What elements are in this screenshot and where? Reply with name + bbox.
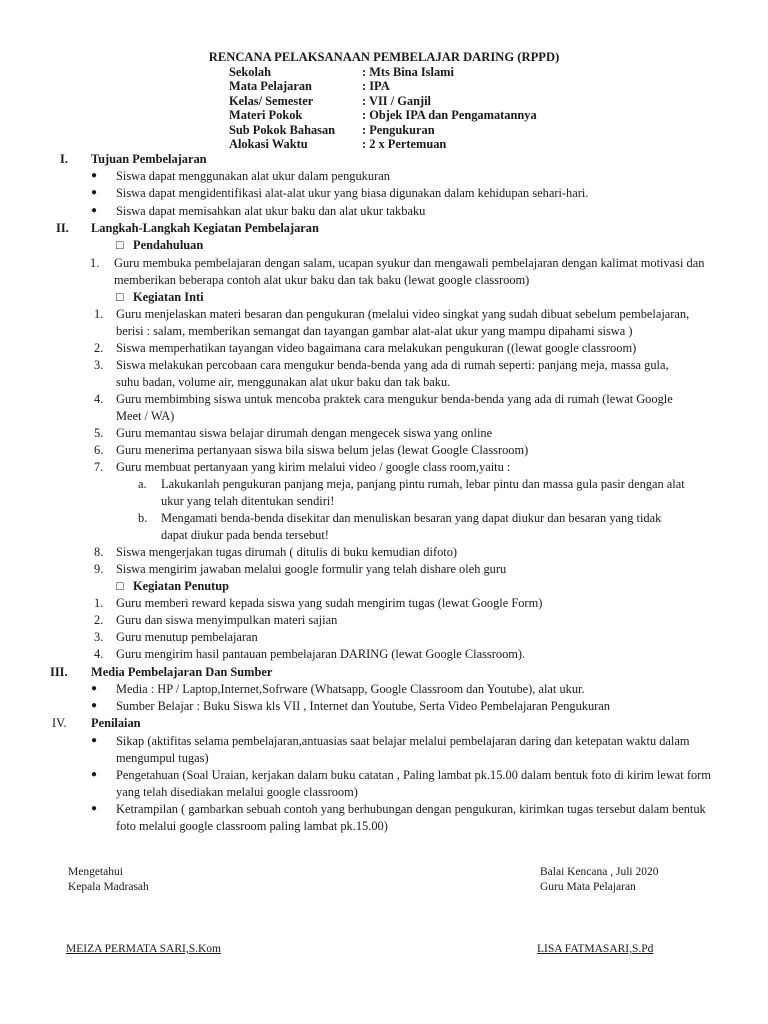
list-item-line: foto melalui google classroom paling lambat pk.15.00)	[116, 819, 388, 833]
list-item-line: Guru mengirim hasil pantauan pembelajaran DARING (lewat Google Classroom).	[116, 647, 526, 661]
sub-item-line: ukur yang telah ditentukan sendiri!	[161, 494, 335, 508]
list-item-line: Sikap (aktifitas selama pembelajaran,antuasias saat belajar melalui pembelajaran daring dan ketepatan waktu dalam	[116, 734, 690, 748]
item-number: 6.	[94, 443, 104, 457]
list-item-line: Pengetahuan (Soal Uraian, kerjakan dalam buku catatan , Paling lambat pk.15.00 dalam bentuk foto di kirim lewat form	[116, 768, 711, 782]
list-item-line: Guru membimbing siswa untuk mencoba praktek cara mengukur benda-benda yang ada di rumah (lewat Google	[116, 392, 673, 406]
identity-label: Sub Pokok Bahasan	[229, 123, 336, 137]
sub-item-line: dapat diukur pada benda tersebut!	[161, 528, 329, 542]
list-item-line: Guru memberi reward kepada siswa yang sudah mengirim tugas (lewat Google Form)	[116, 596, 543, 610]
section-title: Media Pembelajaran Dan Sumber	[91, 665, 273, 679]
list-item: Sumber Belajar : Buku Siswa kls VII , Internet dan Youtube, Serta Video Pembelajaran Pengukuran	[116, 699, 610, 713]
item-number: 9.	[94, 562, 104, 576]
section-title: Penilaian	[91, 716, 141, 730]
signature-right-line2: Guru Mata Pelajaran	[540, 881, 636, 893]
list-item-line: yang telah disediakan melalui google classroom)	[116, 785, 358, 799]
identity-value: : IPA	[362, 79, 390, 93]
list-item-line: mengumpul tugas)	[116, 751, 209, 765]
list-item-line: Guru menjelaskan materi besaran dan pengukuran (melalui video singkat yang sudah dibuat sebelum pembelajaran,	[116, 307, 690, 321]
list-item-line: Siswa melakukan percobaan cara mengukur benda-benda yang ada di rumah seperti: panjang meja, massa gula,	[116, 358, 669, 372]
list-item: Media : HP / Laptop,Internet,Sofrware (Whatsapp, Google Classroom dan Youtube), alat ukur.	[116, 682, 585, 696]
signature-left-name: MEIZA PERMATA SARI,S.Kom	[66, 943, 221, 955]
bullet-icon: ●	[91, 683, 98, 694]
bullet-icon: ●	[91, 769, 98, 780]
identity-value: : Mts Bina Islami	[362, 65, 454, 79]
section-title: Langkah-Langkah Kegiatan Pembelajaran	[91, 221, 319, 235]
section-number: II.	[56, 221, 69, 235]
subsection-title: Pendahuluan	[133, 238, 204, 252]
item-number: 4.	[94, 392, 104, 406]
item-number: 1.	[94, 596, 104, 610]
document-title: RENCANA PELAKSANAAN PEMBELAJAR DARING (RPPD)	[208, 50, 560, 64]
identity-label: Sekolah	[229, 65, 272, 79]
identity-label: Kelas/ Semester	[229, 94, 314, 108]
checkbox-icon: □	[116, 290, 124, 304]
section-number: I.	[60, 152, 68, 166]
identity-value: : 2 x Pertemuan	[362, 137, 447, 151]
identity-value: : Objek IPA dan Pengamatannya	[362, 108, 537, 122]
list-item-line: Guru memantau siswa belajar dirumah dengan mengecek siswa yang online	[116, 426, 493, 440]
list-item-line: Guru membuat pertanyaan yang kirim melalui video / google class room,yaitu :	[116, 460, 511, 474]
checkbox-icon: □	[116, 238, 124, 252]
item-number: 2.	[94, 341, 104, 355]
list-item-line: Guru membuka pembelajaran dengan salam, ucapan syukur dan mengawali pembelajaran dengan kalimat motivasi dan	[114, 256, 705, 270]
bullet-icon: ●	[91, 205, 98, 216]
signature-right-line1: Balai Kencana , Juli 2020	[540, 866, 659, 878]
item-number: 1.	[94, 307, 104, 321]
identity-label: Materi Pokok	[229, 108, 303, 122]
item-number: 3.	[94, 358, 104, 372]
item-number: 3.	[94, 630, 104, 644]
list-item-line: suhu badan, volume air, menggunakan alat ukur baku dan tak baku.	[116, 375, 451, 389]
item-number: 1.	[90, 256, 100, 270]
section-title: Tujuan Pembelajaran	[91, 152, 207, 166]
signature-left-line2: Kepala Madrasah	[68, 881, 149, 893]
bullet-icon: ●	[91, 700, 98, 711]
list-item: Siswa dapat menggunakan alat ukur dalam pengukuran	[116, 169, 390, 183]
checkbox-icon: □	[116, 579, 124, 593]
section-number: III.	[50, 665, 68, 679]
list-item-line: berisi : salam, memberikan semangat dan tayangan gambar alat-alat ukur yang mampu dipahami siswa )	[116, 324, 633, 338]
sub-item-line: Mengamati benda-benda disekitar dan menuliskan besaran yang dapat diukur dan besaran yang tidak	[161, 511, 662, 525]
sub-item-letter: a.	[138, 477, 147, 491]
item-number: 7.	[94, 460, 104, 474]
sub-item-letter: b.	[138, 511, 148, 525]
identity-value: : Pengukuran	[362, 123, 435, 137]
identity-value: : VII / Ganjil	[362, 94, 431, 108]
list-item: Siswa dapat mengidentifikasi alat-alat ukur yang biasa digunakan dalam kehidupan sehari-hari.	[116, 186, 589, 200]
item-number: 5.	[94, 426, 104, 440]
list-item-line: Ketrampilan ( gambarkan sebuah contoh yang berhubungan dengan pengukuran, kirimkan tugas tersebut dalam bentuk	[116, 802, 706, 816]
item-number: 8.	[94, 545, 104, 559]
bullet-icon: ●	[91, 803, 98, 814]
signature-right-name: LISA FATMASARI,S.Pd	[537, 943, 654, 955]
list-item-line: Guru dan siswa menyimpulkan materi sajian	[116, 613, 338, 627]
subsection-title: Kegiatan Inti	[133, 290, 204, 304]
item-number: 4.	[94, 647, 104, 661]
sub-item-line: Lakukanlah pengukuran panjang meja, panjang pintu rumah, lebar pintu dan massa gula pasir dengan alat	[161, 477, 685, 491]
list-item-line: Guru menutup pembelajaran	[116, 630, 258, 644]
list-item-line: Guru menerima pertanyaan siswa bila siswa belum jelas (lewat Google Classroom)	[116, 443, 529, 457]
subsection-title: Kegiatan Penutup	[133, 579, 230, 593]
list-item-line: Siswa memperhatikan tayangan video bagaimana cara melakukan pengukuran ((lewat google classroom)	[116, 341, 637, 355]
list-item-line: memberikan beberapa contoh alat ukur baku dan tak baku (lewat google classroom)	[114, 273, 530, 287]
list-item: Siswa dapat memisahkan alat ukur baku dan alat ukur takbaku	[116, 204, 426, 218]
list-item-line: Siswa mengirim jawaban melalui google formulir yang telah dishare oleh guru	[116, 562, 507, 576]
bullet-icon: ●	[91, 187, 98, 198]
bullet-icon: ●	[91, 735, 98, 746]
list-item-line: Meet / WA)	[116, 409, 175, 423]
signature-left-line1: Mengetahui	[68, 866, 123, 878]
item-number: 2.	[94, 613, 104, 627]
identity-label: Mata Pelajaran	[229, 79, 312, 93]
section-number: IV.	[52, 716, 67, 730]
identity-label: Alokasi Waktu	[229, 137, 308, 151]
bullet-icon: ●	[91, 170, 98, 181]
list-item-line: Siswa mengerjakan tugas dirumah ( ditulis di buku kemudian difoto)	[116, 545, 458, 559]
